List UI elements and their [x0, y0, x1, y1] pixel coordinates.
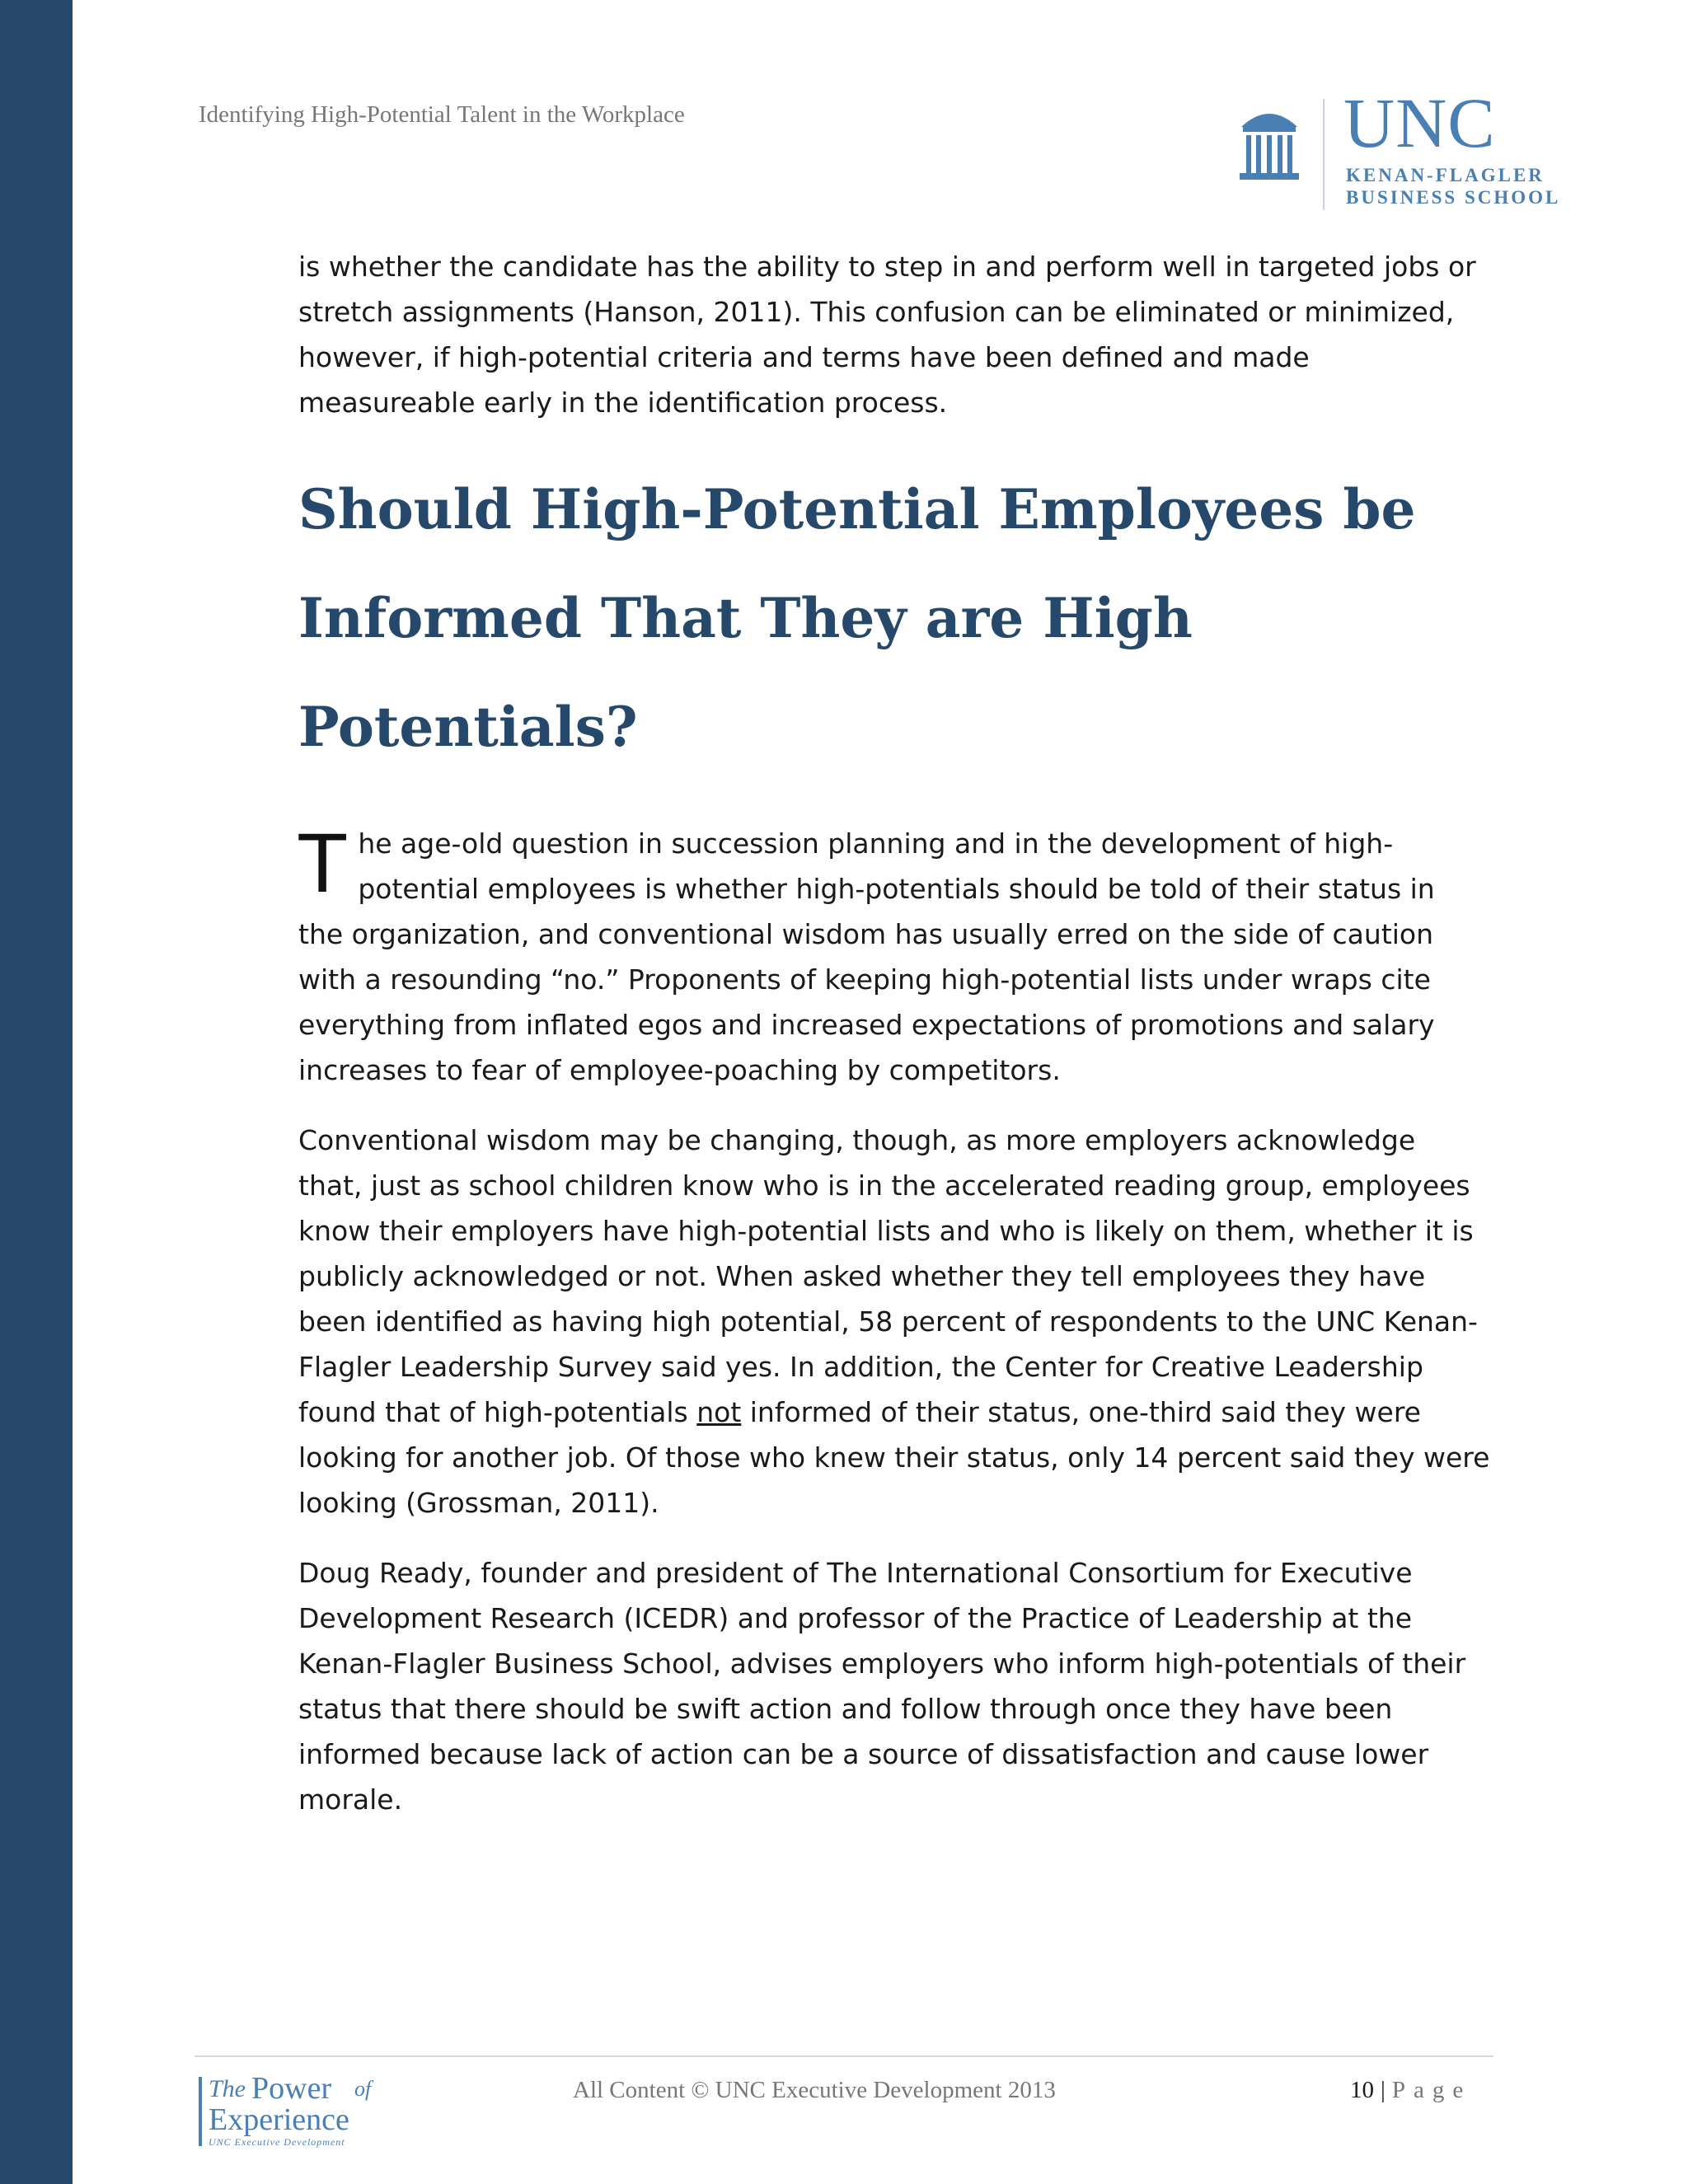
- section-heading: [298, 455, 1493, 781]
- footer-logo-bar: [199, 2077, 202, 2146]
- text-line: with a resounding “no.” Proponents of keeping high-potential lists under wraps cite: [298, 963, 1431, 996]
- logo-unc-text: UNC: [1343, 83, 1496, 162]
- running-header: Identifying High-Potential Talent in the Workplace: [199, 101, 685, 128]
- logo-word-experience: Experience: [209, 2102, 349, 2137]
- page-number-block: [1350, 2077, 1471, 2104]
- text-line: publicly acknowledged or not. When asked whether they tell employees they have: [298, 1260, 1426, 1292]
- page-separator: |: [1381, 2077, 1386, 2103]
- text-line: measureable early in the identification process.: [298, 387, 948, 419]
- text-line: everything from inflated egos and increased expectations of promotions and salary: [298, 1009, 1435, 1041]
- text-line: he age-old question in succession planning and in the development of high-: [358, 827, 1394, 860]
- page-content: [298, 244, 1493, 1847]
- intro-paragraph: [298, 244, 1493, 425]
- text-line: Doug Ready, founder and president of The International Consortium for Executive: [298, 1557, 1413, 1589]
- text-line: morale.: [298, 1783, 403, 1816]
- text-line: status that there should be swift action and follow through once they have been: [298, 1693, 1393, 1725]
- footer-copyright: All Content © UNC Executive Development 2013: [573, 2077, 1056, 2103]
- paragraph-3: [298, 1550, 1493, 1822]
- heading-line: Informed That They are High Potentials?: [298, 586, 1193, 759]
- text-segment: informed of their status, one-third said they were: [741, 1396, 1421, 1428]
- text-line: Conventional wisdom may be changing, though, as more employers acknowledge: [298, 1124, 1416, 1156]
- text-line: looking (Grossman, 2011).: [298, 1487, 659, 1519]
- text-line: [298, 1390, 1493, 1435]
- text-line: informed because lack of action can be a source of dissatisfaction and cause lower: [298, 1738, 1429, 1770]
- logo-word-the: The: [209, 2075, 246, 2102]
- left-sidebar-band: [0, 0, 73, 2184]
- text-line: Development Research (ICEDR) and professor of the Practice of Leadership at the: [298, 1602, 1413, 1634]
- footer-divider: [195, 2055, 1493, 2057]
- text-line: Kenan-Flagler Business School, advises employers who inform high-potentials of their: [298, 1647, 1466, 1680]
- paragraph-1: [297, 816, 1493, 1093]
- paragraph-2: [298, 1118, 1493, 1526]
- text-line: increases to fear of employee-poaching by competitors.: [298, 1054, 1061, 1086]
- page-number: 10: [1350, 2077, 1374, 2103]
- heading-line: Should High-Potential Employees be: [298, 477, 1416, 541]
- text-line: is whether the candidate has the ability to step in and perform well in targeted jobs or: [298, 251, 1476, 283]
- logo-word-of: of: [354, 2077, 372, 2101]
- drop-cap: T: [297, 816, 349, 910]
- old-well-icon: [1236, 102, 1302, 185]
- text-line: the organization, and conventional wisdom has usually erred on the side of caution: [298, 918, 1434, 950]
- logo-subtitle: UNC Executive Development: [209, 2136, 345, 2148]
- text-line: know their employers have high-potential lists and who is likely on them, whether it is: [298, 1215, 1474, 1247]
- text-line: been identified as having high potential, 58 percent of respondents to the UNC Kenan-: [298, 1305, 1478, 1338]
- underlined-word: not: [696, 1396, 742, 1428]
- power-of-experience-logo: [199, 2070, 388, 2153]
- unc-kenan-flagler-logo: [1236, 83, 1599, 210]
- text-line: Flagler Leadership Survey said yes. In addition, the Center for Creative Leadership: [298, 1351, 1423, 1383]
- logo-word-power: Power: [251, 2071, 332, 2106]
- text-line: however, if high-potential criteria and terms have been defined and made: [298, 341, 1310, 373]
- text-segment: found that of high-potentials: [298, 1396, 697, 1428]
- logo-divider: [1323, 99, 1325, 210]
- logo-school-name: [1346, 164, 1560, 209]
- logo-school-line-1: KENAN-FLAGLER: [1346, 165, 1545, 185]
- text-line: that, just as school children know who is in the accelerated reading group, employees: [298, 1169, 1470, 1202]
- logo-school-line-2: BUSINESS SCHOOL: [1346, 187, 1561, 208]
- page-label: Page: [1391, 2077, 1472, 2103]
- text-line: potential employees is whether high-potentials should be told of their status in: [358, 873, 1435, 905]
- text-line: stretch assignments (Hanson, 2011). This confusion can be eliminated or minimized,: [298, 296, 1455, 328]
- text-line: looking for another job. Of those who knew their status, only 14 percent said they were: [298, 1441, 1490, 1474]
